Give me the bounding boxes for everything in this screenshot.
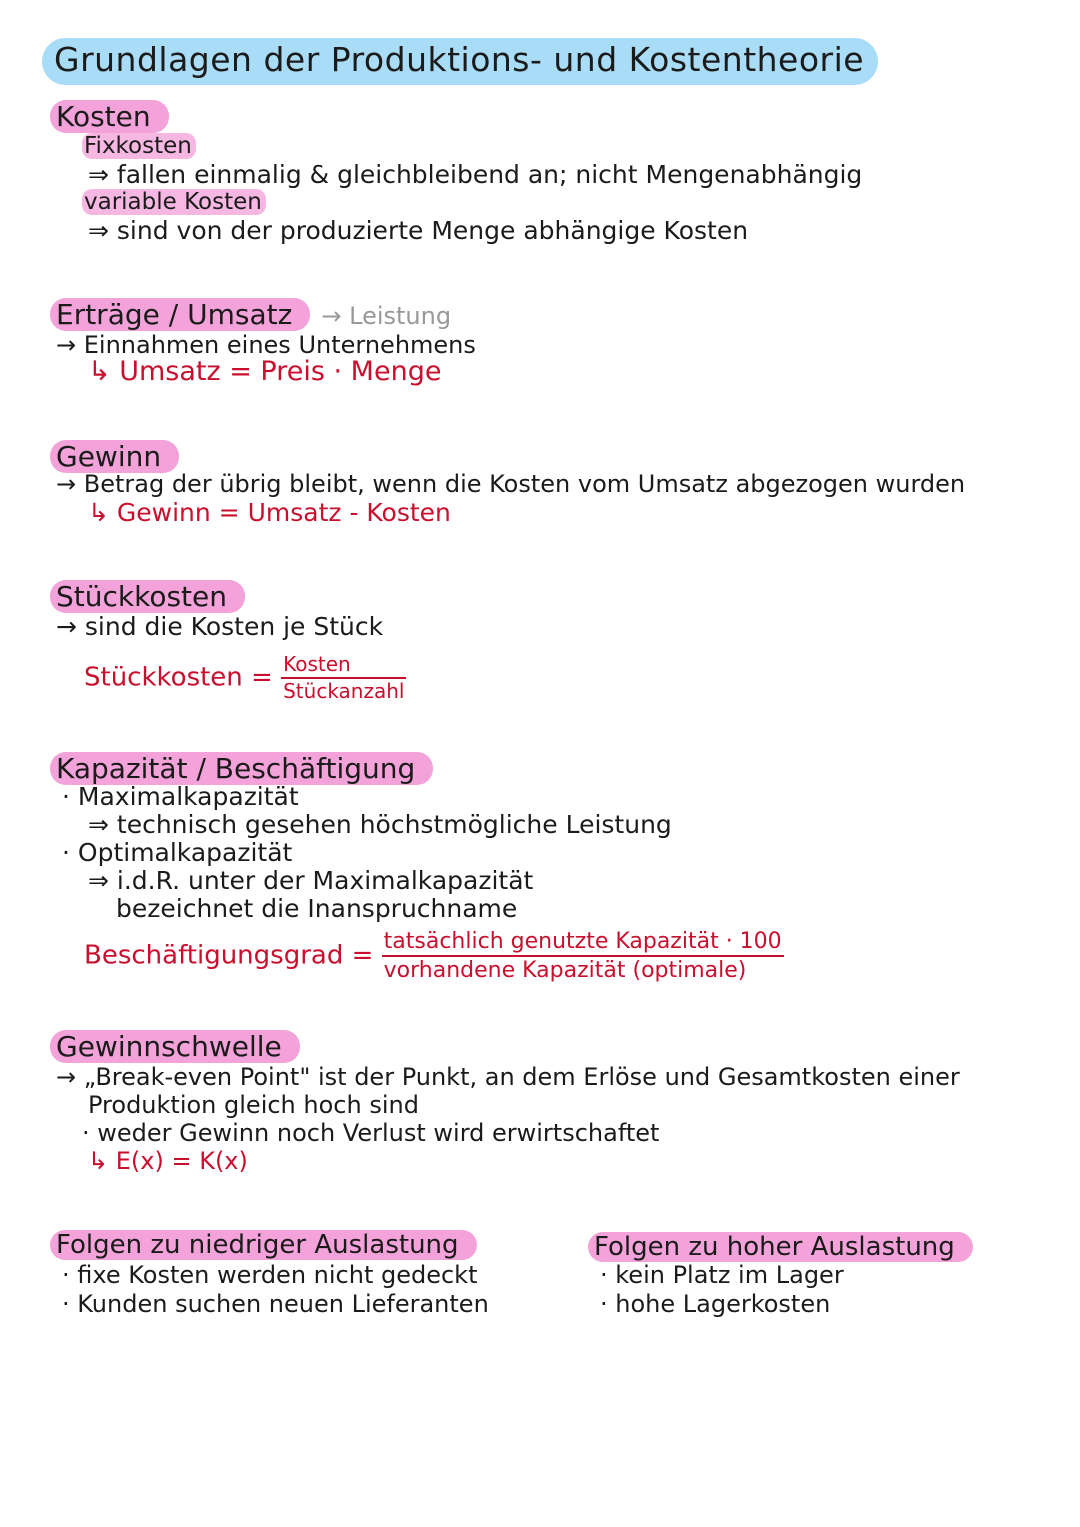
text-stueckkosten: → sind die Kosten je Stück (56, 612, 384, 641)
section-heading-kosten: Kosten (50, 100, 169, 133)
fraction-stueckkosten (281, 654, 406, 702)
fraction-numerator: tatsächlich genutzte Kapazität · 100 (382, 930, 784, 957)
formula-gewinn: ↳ Gewinn = Umsatz - Kosten (88, 498, 451, 527)
text-maximalkapazitaet: ⇒ technisch gesehen höchstmögliche Leistung (88, 810, 672, 839)
text-break-even-3: · weder Gewinn noch Verlust wird erwirtschaftet (82, 1119, 660, 1147)
fraction-beschaeftigungsgrad (382, 930, 784, 982)
text-optimalkapazitaet-1: ⇒ i.d.R. unter der Maximalkapazität (88, 866, 534, 895)
text-optimalkapazitaet-2: bezeichnet die Inanspruchname (116, 894, 518, 923)
text-gewinn: → Betrag der übrig bleibt, wenn die Kosten vom Umsatz abgezogen wurden (56, 470, 966, 498)
label-fixkosten: Fixkosten (82, 133, 196, 159)
item-niedrig-2: · Kunden suchen neuen Lieferanten (62, 1290, 489, 1318)
item-niedrig-1: · fixe Kosten werden nicht gedeckt (62, 1261, 478, 1289)
text-break-even-1: → „Break-even Point" ist der Punkt, an dem Erlöse und Gesamtkosten einer (56, 1063, 960, 1091)
aside-leistung: → Leistung (321, 302, 452, 330)
item-hoch-2: · hohe Lagerkosten (600, 1290, 831, 1318)
section-heading-stueckkosten: Stückkosten (50, 580, 245, 613)
section-heading-gewinnschwelle: Gewinnschwelle (50, 1030, 300, 1063)
text-einnahmen: → Einnahmen eines Unternehmens (56, 331, 476, 359)
formula-break-even: ↳ E(x) = K(x) (88, 1147, 248, 1175)
heading-hohe-auslastung: Folgen zu hoher Auslastung (588, 1232, 973, 1262)
item-hoch-1: · kein Platz im Lager (600, 1261, 844, 1289)
formula-beschaeftigungsgrad (84, 930, 784, 982)
text-break-even-2: Produktion gleich hoch sind (88, 1091, 419, 1119)
fraction-denominator: Stückanzahl (283, 679, 405, 703)
label-maximalkapazitaet: · Maximalkapazität (62, 782, 299, 811)
section-heading-kapazitaet: Kapazität / Beschäftigung (50, 752, 433, 785)
label-variable-kosten: variable Kosten (82, 189, 266, 215)
formula-stueckkosten (84, 654, 406, 702)
formula-umsatz: ↳ Umsatz = Preis · Menge (88, 356, 442, 387)
fraction-denominator: vorhandene Kapazität (optimale) (383, 958, 747, 984)
fraction-numerator: Kosten (281, 654, 406, 679)
formula-stueckkosten-lhs: Stückkosten = (84, 662, 273, 693)
formula-beschaeftigungsgrad-lhs: Beschäftigungsgrad = (84, 940, 374, 971)
heading-niedrige-auslastung: Folgen zu niedriger Auslastung (50, 1230, 477, 1260)
label-optimalkapazitaet: · Optimalkapazität (62, 838, 293, 867)
text-variable-kosten: ⇒ sind von der produzierte Menge abhängige Kosten (88, 216, 749, 245)
text-fixkosten: ⇒ fallen einmalig & gleichbleibend an; nicht Mengenabhängig (88, 160, 863, 189)
section-heading-ertraege: Erträge / Umsatz (50, 298, 310, 331)
page-title: Grundlagen der Produktions- und Kostentheorie (42, 38, 878, 85)
section-heading-gewinn: Gewinn (50, 440, 179, 473)
